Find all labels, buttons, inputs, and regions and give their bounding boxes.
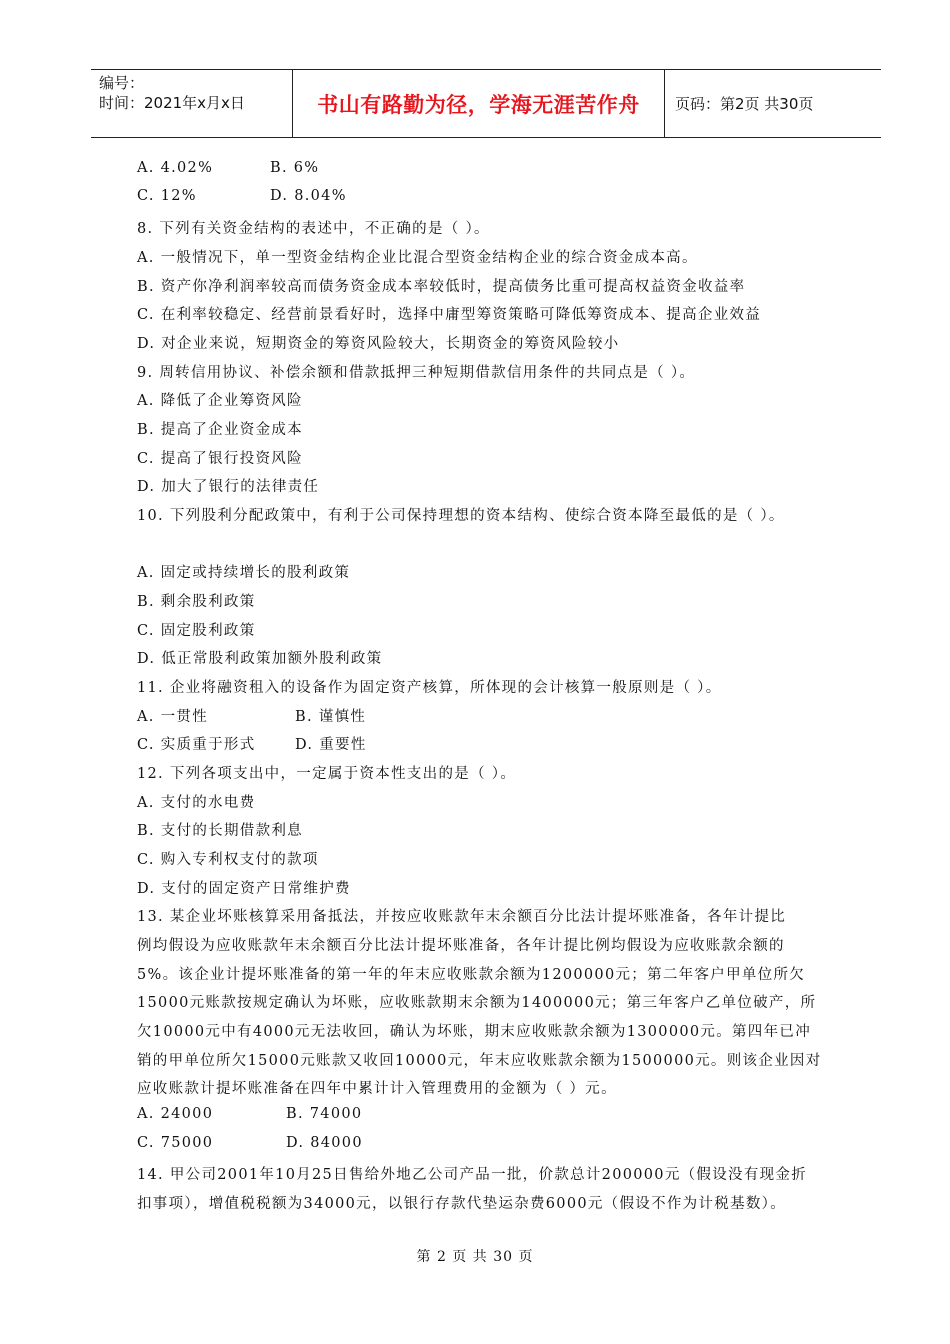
option-line: B. 6% — [270, 160, 320, 176]
option-line: D. 8.04% — [270, 188, 347, 204]
question-text-line: 15000元账款按规定确认为坏账，应收账款期末余额为1400000元；第三年客户乙单位破产，所 — [137, 995, 817, 1011]
page-footer: 第 2 页 共 30 页 — [416, 1249, 534, 1265]
question-12: 12. 下列各项支出中，一定属于资本性支出的是（ ）。 — [137, 766, 517, 782]
question-text-line: 例均假设为应收账款年末余额百分比法计提坏账准备，各年计提比例均假设为应收账款余额的 — [137, 938, 785, 954]
header-info-cell — [91, 70, 292, 137]
question-10: 10. 下列股利分配政策中，有利于公司保持理想的资本结构、使综合资本降至最低的是（ ）。 — [137, 508, 785, 524]
option-line: B. 74000 — [286, 1106, 363, 1122]
option-line: B. 提高了企业资金成本 — [137, 422, 303, 438]
question-8: 8. 下列有关资金结构的表述中，不正确的是（ ）。 — [137, 221, 490, 237]
option-line: B. 资产你净利润率较高而债务资金成本率较低时，提高债务比重可提高权益资金收益率 — [137, 279, 746, 295]
option-line: D. 加大了银行的法律责任 — [137, 479, 320, 495]
question-13: 13. 某企业坏账核算采用备抵法，并按应收账款年末余额百分比法计提坏账准备，各年计提比 — [137, 909, 787, 925]
option-line: A. 支付的水电费 — [137, 795, 256, 811]
option-line: B. 谨慎性 — [295, 709, 367, 725]
option-line: B. 剩余股利政策 — [137, 594, 256, 610]
option-line: A. 一贯性 — [137, 709, 208, 725]
option-line: D. 84000 — [286, 1135, 363, 1151]
header-page-info: 页码：第2页 共30页 — [675, 95, 814, 113]
option-line: D. 对企业来说，短期资金的筹资风险较大，长期资金的筹资风险较小 — [137, 336, 620, 352]
option-line: A. 固定或持续增长的股利政策 — [137, 565, 351, 581]
question-text-line: 销的甲单位所欠15000元账款又收回10000元，年末应收账款余额为1500000元。则该企业因对 — [137, 1053, 822, 1069]
question-11: 11. 企业将融资租入的设备作为固定资产核算，所体现的会计核算一般原则是（ ）。 — [137, 680, 722, 696]
header-slogan: 书山有路勤为径，学海无涯苦作舟 — [317, 92, 640, 117]
option-line: A. 4.02% — [137, 160, 214, 176]
option-line: A. 24000 — [137, 1106, 214, 1122]
question-14: 14. 甲公司2001年10月25日售给外地乙公司产品一批，价款总计200000元（假设没有现金折 — [137, 1167, 808, 1183]
time-label: 时间：2021年x月x日 — [99, 94, 245, 112]
option-line: A. 降低了企业筹资风险 — [137, 393, 303, 409]
question-text-line: 扣事项），增值税税额为34000元，以银行存款代垫运杂费6000元（假设不作为计税基数）。 — [137, 1196, 787, 1212]
option-line: C. 实质重于形式 — [137, 737, 256, 753]
option-line: D. 低正常股利政策加额外股利政策 — [137, 651, 383, 667]
option-line: D. 重要性 — [295, 737, 367, 753]
question-text-line: 欠10000元中有4000元无法收回，确认为坏账，期末应收账款余额为1300000元。第四年已冲 — [137, 1024, 812, 1040]
option-line: B. 支付的长期借款利息 — [137, 823, 303, 839]
number-label: 编号： — [99, 74, 145, 92]
question-text-line: 应收账款计提坏账准备在四年中累计计入管理费用的金额为（ ）元。 — [137, 1081, 617, 1097]
page-header — [91, 69, 881, 138]
option-line: C. 购入专利权支付的款项 — [137, 852, 319, 868]
question-9: 9. 周转信用协议、补偿余额和借款抵押三种短期借款信用条件的共同点是（ ）。 — [137, 365, 696, 381]
question-text-line: 5%。该企业计提坏账准备的第一年的年末应收账款余额为1200000元；第二年客户甲单位所欠 — [137, 967, 806, 983]
option-line: C. 固定股利政策 — [137, 623, 256, 639]
option-line: C. 在利率较稳定、经营前景看好时，选择中庸型筹资策略可降低筹资成本、提高企业效益 — [137, 307, 762, 323]
option-line: D. 支付的固定资产日常维护费 — [137, 881, 351, 897]
option-line: C. 12% — [137, 188, 197, 204]
option-line: C. 75000 — [137, 1135, 214, 1151]
option-line: C. 提高了银行投资风险 — [137, 451, 303, 467]
option-line: A. 一般情况下，单一型资金结构企业比混合型资金结构企业的综合资金成本高。 — [137, 250, 698, 266]
